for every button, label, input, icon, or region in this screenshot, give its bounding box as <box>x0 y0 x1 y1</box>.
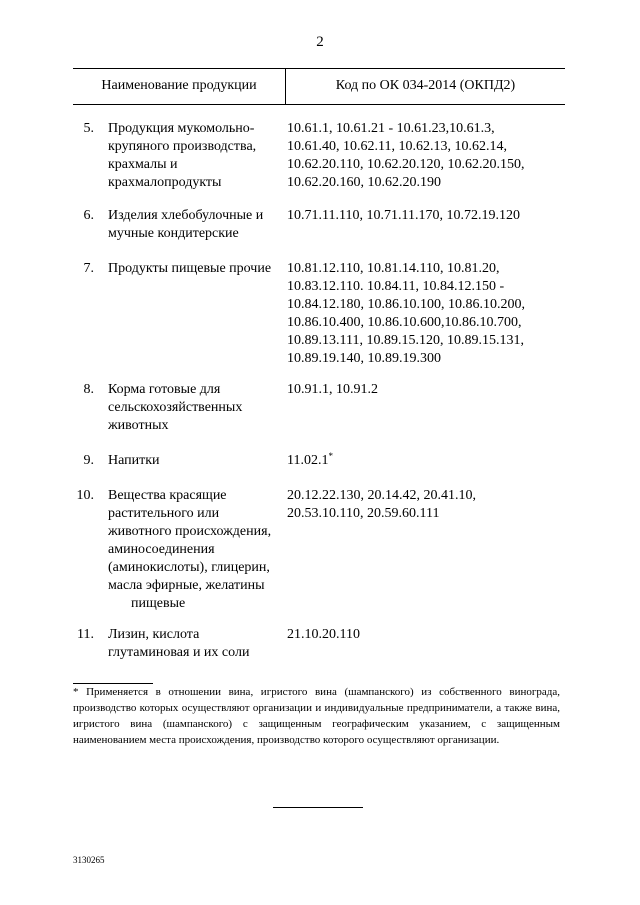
name-line: Изделия хлебобулочные и <box>108 208 264 223</box>
name-line: глутаминовая и их соли <box>108 645 250 660</box>
name-line: аминосоединения <box>108 542 215 557</box>
product-name <box>108 452 288 470</box>
name-line: животных <box>108 418 169 433</box>
code-line: 10.89.13.111, 10.89.15.120, 10.89.15.131, <box>287 333 524 348</box>
name-line: Продукция мукомольно- <box>108 121 255 136</box>
name-line: сельскохозяйственных <box>108 400 243 415</box>
end-of-document-rule <box>273 807 363 808</box>
name-line: животного происхождения, <box>108 524 272 539</box>
row-number: 8. <box>83 382 94 397</box>
table-header <box>73 68 565 105</box>
name-line: Корма готовые для <box>108 382 221 397</box>
product-codes <box>287 487 577 523</box>
code-line: 10.89.19.140, 10.89.19.300 <box>287 351 441 366</box>
code-line: 10.83.12.110. 10.84.11, 10.84.12.150 - <box>287 279 505 294</box>
code-line: 10.61.40, 10.62.11, 10.62.13, 10.62.14, <box>287 139 507 154</box>
product-name <box>108 487 288 613</box>
product-codes <box>287 120 577 192</box>
row-number: 10. <box>76 488 94 503</box>
name-line: Лизин, кислота <box>108 627 200 642</box>
code-value: 11.02.1 <box>287 453 329 468</box>
name-line: (аминокислоты), глицерин, <box>108 560 270 575</box>
code-line: 10.62.20.160, 10.62.20.190 <box>287 175 441 190</box>
footnote-marker: * <box>328 451 333 461</box>
row-number: 11. <box>77 627 94 642</box>
name-line: растительного или <box>108 506 220 521</box>
code-line: 10.86.10.400, 10.86.10.600,10.86.10.700, <box>287 315 522 330</box>
footnote-text: * Применяется в отношении вина, игристого вина (шампанского) из собственного винограда, производство которых осуществляют организации и индивидуальные предприниматели, а также вина, игристого вина (шампанского) с защищенным географическим указанием, с защищенным наименованием места происхождения, производство которого осуществляют организации. <box>73 686 560 746</box>
document-id: 3130265 <box>73 855 105 865</box>
product-name <box>108 260 288 278</box>
code-line: 20.12.22.130, 20.14.42, 20.41.10, <box>287 488 476 503</box>
product-name <box>108 626 288 662</box>
row-number: 5. <box>83 121 94 136</box>
code-line: 10.61.1, 10.61.21 - 10.61.23,10.61.3, <box>287 121 495 136</box>
name-line: пищевые <box>131 596 186 611</box>
header-product-name: Наименование продукции <box>101 78 257 93</box>
code-line: 10.71.11.110, 10.71.11.170, 10.72.19.120 <box>287 208 520 223</box>
name-line: масла эфирные, желатины <box>108 578 265 593</box>
code-line: 10.81.12.110, 10.81.14.110, 10.81.20, <box>287 261 500 276</box>
name-line: Напитки <box>108 453 160 468</box>
row-number: 9. <box>83 453 94 468</box>
page-number: 2 <box>316 34 324 50</box>
product-codes <box>287 381 577 399</box>
row-number: 7. <box>83 261 94 276</box>
name-line: крупяного производства, <box>108 139 257 154</box>
name-line: Вещества красящие <box>108 488 227 503</box>
product-codes <box>287 452 577 470</box>
product-codes <box>287 260 577 368</box>
product-name <box>108 381 288 435</box>
product-name <box>108 207 288 243</box>
code-line: 20.53.10.110, 20.59.60.111 <box>287 506 440 521</box>
code-line: 10.84.12.180, 10.86.10.100, 10.86.10.200, <box>287 297 525 312</box>
product-name <box>108 120 288 192</box>
header-okpd2-code: Код по ОК 034-2014 (ОКПД2) <box>335 78 516 93</box>
code-line <box>287 452 577 470</box>
product-codes <box>287 207 577 225</box>
row-number: 6. <box>83 208 94 223</box>
product-codes <box>287 626 577 644</box>
code-line: 21.10.20.110 <box>287 627 360 642</box>
name-line: крахмалы и <box>108 157 178 172</box>
code-line: 10.62.20.110, 10.62.20.120, 10.62.20.150, <box>287 157 525 172</box>
code-line: 10.91.1, 10.91.2 <box>287 382 378 397</box>
name-line: мучные кондитерские <box>108 226 239 241</box>
name-line: Продукты пищевые прочие <box>108 261 272 276</box>
name-line: крахмалопродукты <box>108 175 222 190</box>
